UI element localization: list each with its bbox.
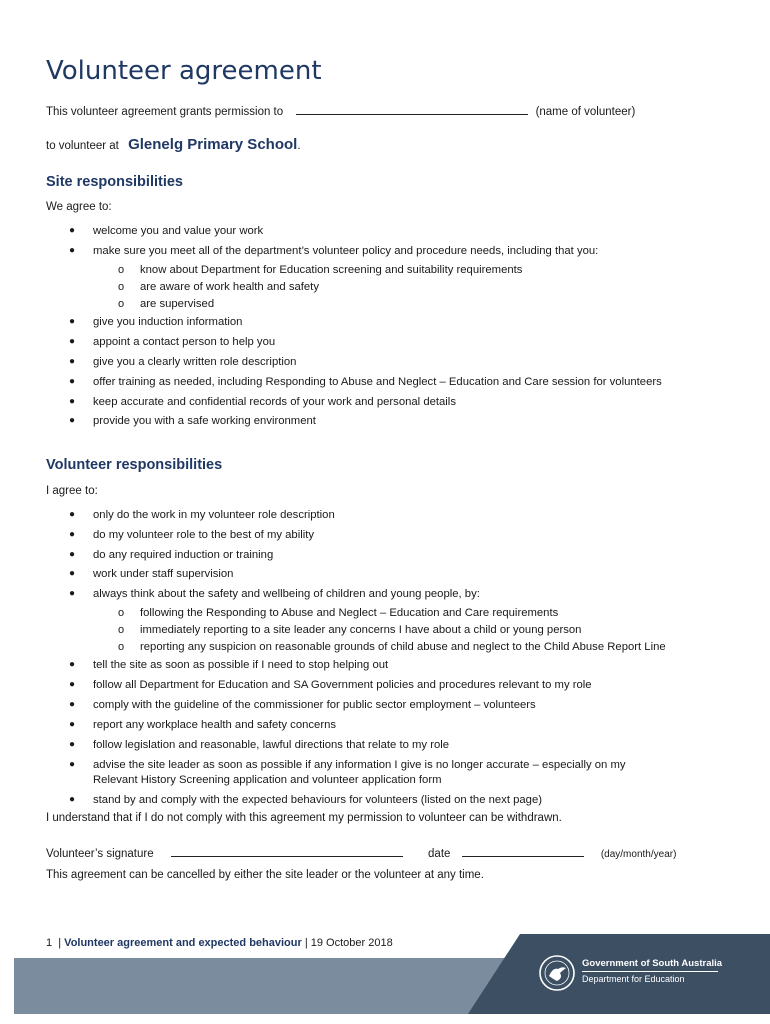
school-name: Glenelg Primary School [128, 136, 298, 153]
list-item: ● keep accurate and confidential records of your work and personal details [69, 396, 456, 408]
sub-list-item: o following the Responding to Abuse and Neglect – Education and Care requirements [118, 607, 559, 619]
circle-bullet-icon: o [118, 624, 125, 636]
dept-name: Department for Education [582, 974, 685, 984]
volunteer-at-text: to volunteer at [46, 140, 119, 152]
circle-bullet-icon: o [118, 641, 125, 653]
list-item: ● give you induction information [69, 316, 243, 328]
bullet-icon: ● [69, 356, 76, 367]
bullet-icon: ● [69, 679, 76, 690]
understand-statement: I understand that if I do not comply with this agreement my permission to volunteer can be withdrawn. [46, 812, 562, 824]
signature-label: Volunteer’s signature [46, 848, 154, 860]
site-lead: We agree to: [46, 201, 112, 213]
signature-row [46, 846, 676, 860]
volunteer-responsibilities-heading: Volunteer responsibilities [46, 457, 223, 473]
list-item: ● appoint a contact person to help you [69, 336, 276, 348]
list-item: ● offer training as needed, including Responding to Abuse and Neglect – Education and Care session for volunteers [69, 376, 662, 388]
footer-date: 19 October 2018 [310, 937, 393, 949]
volunteer-name-field[interactable] [296, 104, 528, 115]
list-item: ● always think about the safety and wellbeing of children and young people, by: [69, 588, 480, 600]
sub-list-item: o immediately reporting to a site leader any concerns I have about a child or young person [118, 624, 582, 636]
sub-list-item: o reporting any suspicion on reasonable grounds of child abuse and neglect to the Child Abuse Report Line [118, 641, 666, 653]
bullet-icon: ● [69, 739, 76, 750]
bullet-icon: ● [69, 225, 76, 236]
list-item: ● give you a clearly written role description [69, 356, 297, 368]
list-item-continuation: Relevant History Screening application and volunteer application form [93, 774, 442, 786]
bullet-icon: ● [69, 568, 76, 579]
gov-divider [582, 971, 718, 972]
list-item: ● work under staff supervision [69, 568, 234, 580]
list-item: ● only do the work in my volunteer role description [69, 509, 335, 521]
page-title: Volunteer agreement [46, 56, 322, 86]
sub-list-item: o know about Department for Education screening and suitability requirements [118, 264, 523, 276]
list-item: ● comply with the guideline of the commissioner for public sector employment – volunteers [69, 699, 536, 711]
bullet-icon: ● [69, 336, 76, 347]
list-item: ● follow legislation and reasonable, lawful directions that relate to my role [69, 739, 450, 751]
bullet-icon: ● [69, 549, 76, 560]
list-item: ● provide you with a safe working environment [69, 415, 316, 427]
list-item: ● do any required induction or training [69, 549, 274, 561]
intro-permission-line [46, 104, 635, 118]
sub-list-item: o are aware of work health and safety [118, 281, 319, 293]
bullet-icon: ● [69, 659, 76, 670]
date-field[interactable] [462, 846, 584, 857]
bullet-icon: ● [69, 316, 76, 327]
sub-list-item: o are supervised [118, 298, 215, 310]
bullet-icon: ● [69, 588, 76, 599]
list-item: ● report any workplace health and safety concerns [69, 719, 337, 731]
school-period: . [297, 140, 301, 152]
piping-shrike-crest-icon [538, 954, 576, 992]
bullet-icon: ● [69, 719, 76, 730]
circle-bullet-icon: o [118, 281, 125, 293]
bullet-icon: ● [69, 245, 76, 256]
bullet-icon: ● [69, 529, 76, 540]
site-responsibilities-heading: Site responsibilities [46, 174, 183, 190]
list-item: ● do my volunteer role to the best of my ability [69, 529, 315, 541]
footer-doc-title: Volunteer agreement and expected behaviour [64, 937, 302, 949]
date-label: date [428, 848, 451, 860]
circle-bullet-icon: o [118, 607, 125, 619]
gov-title: Government of South Australia [582, 958, 723, 969]
circle-bullet-icon: o [118, 264, 125, 276]
cancel-note: This agreement can be cancelled by either the site leader or the volunteer at any time. [46, 869, 484, 881]
intro-grants-text: This volunteer agreement grants permission to [46, 106, 284, 118]
bullet-icon: ● [69, 396, 76, 407]
bullet-icon: ● [69, 376, 76, 387]
volunteer-lead: I agree to: [46, 485, 98, 497]
bullet-icon: ● [69, 509, 76, 520]
list-item: ● welcome you and value your work [69, 225, 264, 237]
bullet-icon: ● [69, 759, 76, 770]
footer-line: 1 | Volunteer agreement and expected behaviour | 19 October 2018 [46, 937, 393, 949]
list-item: ● make sure you meet all of the department’s volunteer policy and procedure needs, including that you: [69, 245, 599, 257]
circle-bullet-icon: o [118, 298, 125, 310]
list-item: ● follow all Department for Education and SA Government policies and procedures relevant to my role [69, 679, 592, 691]
bullet-icon: ● [69, 415, 76, 426]
page-number: 1 [46, 937, 53, 949]
bullet-icon: ● [69, 699, 76, 710]
list-item: ● advise the site leader as soon as possible if any information I give is no longer accurate – especially on my [69, 759, 626, 771]
bullet-icon: ● [69, 794, 76, 805]
signature-field[interactable] [171, 846, 403, 857]
name-hint: (name of volunteer) [535, 106, 636, 118]
list-item: ● tell the site as soon as possible if I need to stop helping out [69, 659, 389, 671]
list-item: ● stand by and comply with the expected behaviours for volunteers (listed on the next page) [69, 794, 543, 806]
date-hint: (day/month/year) [600, 849, 677, 860]
intro-school-line [46, 136, 301, 153]
